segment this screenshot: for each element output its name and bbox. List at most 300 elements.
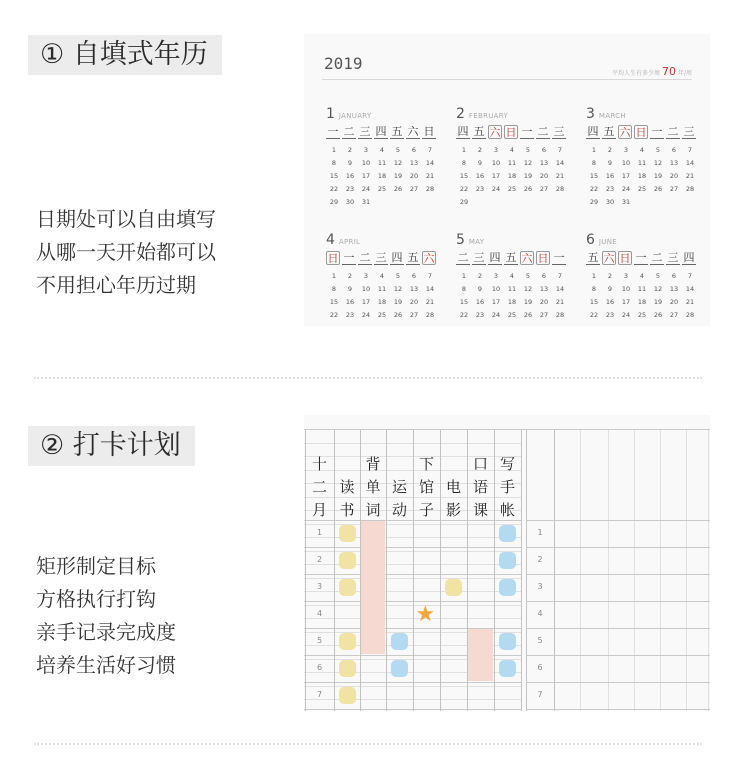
weekday-row [456, 251, 574, 268]
description-line: 从哪一天开始都可以 [36, 240, 216, 264]
row-number: 2 [316, 554, 323, 564]
day-number: 27 [539, 311, 549, 319]
header-char: 读 [339, 478, 355, 496]
day-number: 18 [377, 172, 387, 180]
day-number: 25 [377, 185, 387, 193]
day-number: 12 [653, 159, 663, 167]
day-number: 27 [669, 311, 679, 319]
weekday-label: 一 [651, 125, 663, 138]
day-number: 17 [361, 298, 371, 306]
day-number: 31 [361, 198, 371, 206]
month-name: MARCH [598, 112, 626, 120]
day-number: 12 [523, 159, 533, 167]
weekday-label: 四 [587, 125, 599, 138]
day-number: 15 [459, 298, 469, 306]
day-number [552, 196, 568, 209]
check-mark [391, 660, 408, 677]
column-header [307, 453, 333, 522]
month-number: 1 [326, 106, 335, 122]
weekday-label: 六 [423, 252, 435, 265]
day-number: 5 [655, 146, 661, 154]
day-number: 17 [361, 172, 371, 180]
day-number: 14 [555, 285, 565, 293]
weekday-label: 二 [651, 251, 663, 264]
day-row [456, 157, 574, 170]
day-number: 28 [685, 185, 695, 193]
row-line [526, 520, 710, 521]
weekday-label: 一 [635, 251, 647, 264]
weekday-label: 五 [603, 125, 615, 138]
day-number: 23 [605, 185, 615, 193]
weekday-label: 二 [457, 251, 469, 264]
row-number: 4 [537, 608, 543, 618]
check-mark [499, 633, 516, 650]
day-number: 20 [669, 172, 679, 180]
day-row [326, 296, 444, 309]
day-row [586, 283, 704, 296]
weekday-row [326, 125, 444, 142]
header-char: 影 [445, 501, 461, 519]
check-mark [391, 633, 408, 650]
weekday-row [326, 251, 444, 268]
grid-line [686, 429, 687, 711]
month-heading [326, 232, 444, 248]
check-mark [339, 552, 356, 569]
month-heading [456, 232, 574, 248]
day-number [406, 196, 422, 209]
row-line [526, 574, 710, 575]
day-number [650, 196, 666, 209]
day-grid [326, 144, 444, 209]
month-name: FEBRUARY [468, 112, 509, 120]
calendar-divider [322, 79, 692, 80]
day-number: 7 [557, 272, 563, 280]
day-number: 13 [539, 159, 549, 167]
goal-bar [361, 521, 385, 654]
month-name: JUNE [598, 238, 617, 246]
weekday-label: 六 [603, 252, 615, 265]
grid-line [660, 429, 661, 711]
weekday-label: 三 [683, 125, 695, 138]
day-number: 9 [347, 285, 353, 293]
day-number: 8 [461, 285, 467, 293]
day-number [488, 196, 504, 209]
calendar-month [586, 106, 704, 209]
day-number: 10 [361, 159, 371, 167]
section-1-description [36, 203, 216, 302]
row-number: 6 [537, 662, 543, 672]
day-row [456, 170, 574, 183]
day-number: 27 [539, 185, 549, 193]
header-char: 课 [472, 501, 488, 519]
day-number: 5 [395, 272, 401, 280]
day-number: 26 [523, 185, 533, 193]
day-number: 2 [347, 272, 353, 280]
day-row [326, 183, 444, 196]
grid-line [708, 429, 709, 711]
day-number: 11 [377, 159, 387, 167]
day-row [326, 309, 444, 322]
day-number: 12 [393, 285, 403, 293]
day-number: 10 [361, 285, 371, 293]
day-row [326, 196, 444, 209]
section-2-description [36, 550, 176, 682]
day-number: 26 [653, 311, 663, 319]
header-char: 动 [391, 501, 407, 519]
row-line [526, 655, 710, 656]
day-row [586, 196, 704, 209]
weekday-label: 二 [359, 251, 371, 264]
day-number: 3 [493, 272, 499, 280]
check-mark [339, 633, 356, 650]
weekday-label: 四 [683, 251, 695, 264]
day-number: 28 [685, 311, 695, 319]
day-number: 20 [539, 172, 549, 180]
day-number: 22 [459, 185, 469, 193]
month-heading [326, 106, 444, 122]
day-number: 26 [393, 185, 403, 193]
day-number: 6 [411, 146, 417, 154]
weekday-label: 日 [505, 126, 517, 139]
calendar-month [326, 232, 444, 322]
day-number: 13 [669, 285, 679, 293]
month-number: 2 [456, 106, 465, 122]
day-number: 29 [329, 198, 339, 206]
day-row [456, 296, 574, 309]
day-number: 18 [377, 298, 387, 306]
day-number: 3 [623, 146, 629, 154]
day-number: 28 [555, 311, 565, 319]
day-number: 11 [637, 285, 647, 293]
day-number: 6 [541, 146, 547, 154]
header-char: 月 [311, 501, 327, 519]
column-header [441, 453, 467, 522]
day-number: 24 [361, 185, 371, 193]
weekday-label: 三 [667, 251, 679, 264]
day-number: 9 [347, 159, 353, 167]
weekday-label: 六 [489, 126, 501, 139]
day-number: 6 [671, 272, 677, 280]
section-1-heading: ① 自填式年历 [28, 35, 222, 75]
check-mark [499, 525, 516, 542]
day-number: 13 [409, 285, 419, 293]
day-number [520, 196, 536, 209]
calendar-year: 2019 [324, 54, 363, 73]
day-number: 19 [523, 172, 533, 180]
day-number: 16 [345, 172, 355, 180]
day-number: 10 [621, 159, 631, 167]
weekday-label: 二 [537, 125, 549, 138]
check-mark [339, 687, 356, 704]
day-number: 14 [425, 159, 435, 167]
day-number: 6 [541, 272, 547, 280]
day-number: 7 [687, 146, 693, 154]
planner-photo [304, 415, 710, 711]
day-number: 9 [607, 159, 613, 167]
day-number: 11 [507, 285, 517, 293]
day-number: 28 [555, 185, 565, 193]
grid-line [608, 429, 609, 711]
description-line: 矩形制定目标 [36, 554, 156, 578]
day-grid [456, 144, 574, 209]
weekday-label: 六 [407, 125, 419, 138]
grid-line [580, 429, 581, 711]
day-row [586, 144, 704, 157]
day-number: 1 [331, 272, 337, 280]
day-number: 26 [523, 311, 533, 319]
day-number: 15 [589, 172, 599, 180]
header-char: 馆 [418, 478, 434, 496]
day-row [586, 309, 704, 322]
day-number: 21 [685, 172, 695, 180]
weekday-label: 三 [359, 125, 371, 138]
day-row [586, 157, 704, 170]
day-row [326, 157, 444, 170]
day-number: 1 [591, 272, 597, 280]
top-note-left: 平均人生有多少周 [611, 70, 660, 77]
section-2-heading: ② 打卡计划 [28, 426, 195, 466]
star-sticker: ★ [415, 601, 436, 627]
calendar-month [326, 106, 444, 209]
day-row [456, 196, 574, 209]
day-number: 8 [331, 285, 337, 293]
day-number: 8 [591, 285, 597, 293]
header-char: 写 [499, 455, 515, 473]
day-number: 27 [409, 311, 419, 319]
weekday-row [586, 125, 704, 142]
header-char: 十 [311, 455, 327, 473]
day-number: 23 [345, 311, 355, 319]
header-char: 单 [365, 478, 381, 496]
weekday-label: 日 [635, 126, 647, 139]
weekday-label: 三 [553, 125, 565, 138]
day-number: 17 [491, 298, 501, 306]
day-number: 1 [461, 272, 467, 280]
day-number: 15 [329, 172, 339, 180]
row-line [526, 709, 710, 710]
row-number: 3 [537, 581, 543, 591]
day-number: 9 [477, 285, 483, 293]
header-char: 语 [472, 478, 488, 496]
row-number: 7 [537, 689, 543, 699]
row-line [526, 547, 710, 548]
day-number: 23 [345, 185, 355, 193]
row-number: 1 [316, 527, 323, 537]
column-header [387, 453, 413, 522]
day-number: 28 [425, 311, 435, 319]
weekday-label: 日 [537, 252, 549, 265]
day-number: 26 [653, 185, 663, 193]
weekday-label: 六 [619, 126, 631, 139]
row-number: 3 [316, 581, 323, 591]
column-header [360, 453, 386, 522]
day-number [374, 196, 390, 209]
weekday-label: 一 [553, 251, 565, 264]
day-number: 11 [377, 285, 387, 293]
row-line [526, 601, 710, 602]
day-number: 4 [379, 146, 385, 154]
day-number: 22 [589, 185, 599, 193]
check-mark [339, 660, 356, 677]
day-number: 25 [507, 185, 517, 193]
day-number: 29 [459, 198, 469, 206]
day-row [586, 296, 704, 309]
row-number: 4 [316, 608, 323, 618]
day-number: 5 [525, 272, 531, 280]
day-number: 11 [507, 159, 517, 167]
weekday-label: 五 [407, 251, 419, 264]
day-row [456, 270, 574, 283]
description-line: 亲手记录完成度 [36, 620, 176, 644]
day-number: 25 [637, 311, 647, 319]
header-char: 电 [445, 478, 461, 496]
weekday-label: 四 [457, 125, 469, 138]
day-number: 30 [605, 198, 615, 206]
day-number: 20 [409, 172, 419, 180]
day-number: 10 [491, 159, 501, 167]
day-number [472, 196, 488, 209]
day-number: 12 [653, 285, 663, 293]
day-row [456, 309, 574, 322]
day-number: 15 [589, 298, 599, 306]
header-char: 二 [311, 478, 327, 496]
weekday-label: 五 [505, 251, 517, 264]
weekday-label: 一 [521, 125, 533, 138]
day-number: 14 [685, 159, 695, 167]
day-row [326, 270, 444, 283]
day-number: 22 [329, 311, 339, 319]
grid-line [634, 429, 635, 711]
day-number: 26 [393, 311, 403, 319]
weekday-label: 日 [619, 252, 631, 265]
row-number: 7 [316, 689, 323, 699]
day-number: 22 [329, 185, 339, 193]
day-number: 16 [605, 298, 615, 306]
row-number: 2 [537, 554, 543, 564]
row-number: 5 [537, 635, 543, 645]
section-divider [34, 743, 702, 745]
day-number [536, 196, 552, 209]
row-line [526, 682, 710, 683]
weekday-label: 三 [375, 251, 387, 264]
month-heading [586, 106, 704, 122]
row-number: 1 [537, 527, 543, 537]
month-heading [586, 232, 704, 248]
day-number: 8 [331, 159, 337, 167]
day-number: 23 [605, 311, 615, 319]
weekday-row [456, 125, 574, 142]
day-number [390, 196, 406, 209]
day-row [586, 183, 704, 196]
day-number: 16 [475, 298, 485, 306]
day-number: 5 [525, 146, 531, 154]
day-number: 23 [475, 311, 485, 319]
day-row [456, 283, 574, 296]
check-mark [499, 552, 516, 569]
weekday-label: 四 [489, 251, 501, 264]
day-number: 21 [555, 172, 565, 180]
day-number: 7 [427, 146, 433, 154]
weekday-label: 二 [667, 125, 679, 138]
day-number: 4 [639, 146, 645, 154]
month-number: 4 [326, 232, 335, 248]
grid-border [304, 429, 710, 430]
day-number: 20 [409, 298, 419, 306]
day-row [586, 270, 704, 283]
day-number: 19 [393, 298, 403, 306]
column-header [468, 453, 494, 522]
calendar-photo [304, 34, 710, 326]
column-line [554, 429, 555, 711]
day-number: 17 [491, 172, 501, 180]
check-mark [499, 660, 516, 677]
description-line: 日期处可以自由填写 [36, 207, 216, 231]
calendar-month [586, 232, 704, 322]
weekday-label: 四 [375, 125, 387, 138]
day-number: 2 [477, 272, 483, 280]
day-number: 11 [637, 159, 647, 167]
month-number: 3 [586, 106, 595, 122]
day-number: 27 [669, 185, 679, 193]
column-line [521, 429, 522, 711]
day-number: 4 [639, 272, 645, 280]
weekday-label: 三 [473, 251, 485, 264]
weekday-label: 五 [587, 251, 599, 264]
day-number: 22 [589, 311, 599, 319]
day-number: 8 [591, 159, 597, 167]
day-grid [586, 270, 704, 322]
check-mark [499, 579, 516, 596]
goal-bar [468, 629, 493, 681]
day-number: 24 [361, 311, 371, 319]
weekday-label: 四 [391, 251, 403, 264]
day-number: 24 [621, 311, 631, 319]
header-char: 帐 [499, 501, 515, 519]
day-row [586, 170, 704, 183]
weekday-label: 一 [343, 251, 355, 264]
header-char: 运 [391, 478, 407, 496]
day-number: 16 [345, 298, 355, 306]
check-mark [339, 525, 356, 542]
day-number: 12 [523, 285, 533, 293]
weekday-label: 二 [343, 125, 355, 138]
day-number: 14 [555, 159, 565, 167]
day-number [634, 196, 650, 209]
day-number: 20 [669, 298, 679, 306]
calendar-month [456, 106, 574, 209]
day-number: 1 [461, 146, 467, 154]
weekday-label: 五 [391, 125, 403, 138]
weekday-label: 六 [521, 252, 533, 265]
day-number: 18 [637, 298, 647, 306]
month-name: MAY [468, 238, 485, 246]
day-number: 9 [477, 159, 483, 167]
day-number [682, 196, 698, 209]
day-number: 5 [655, 272, 661, 280]
day-number: 6 [671, 146, 677, 154]
day-number: 21 [425, 172, 435, 180]
day-number: 25 [637, 185, 647, 193]
description-line: 不用担心年历过期 [36, 273, 196, 297]
day-number: 18 [507, 298, 517, 306]
month-name: JANUARY [338, 112, 372, 120]
header-char: 下 [418, 455, 434, 473]
day-number: 15 [459, 172, 469, 180]
day-number: 10 [491, 285, 501, 293]
description-line: 方格执行打钩 [36, 587, 156, 611]
day-number: 24 [621, 185, 631, 193]
weekday-row [586, 251, 704, 268]
